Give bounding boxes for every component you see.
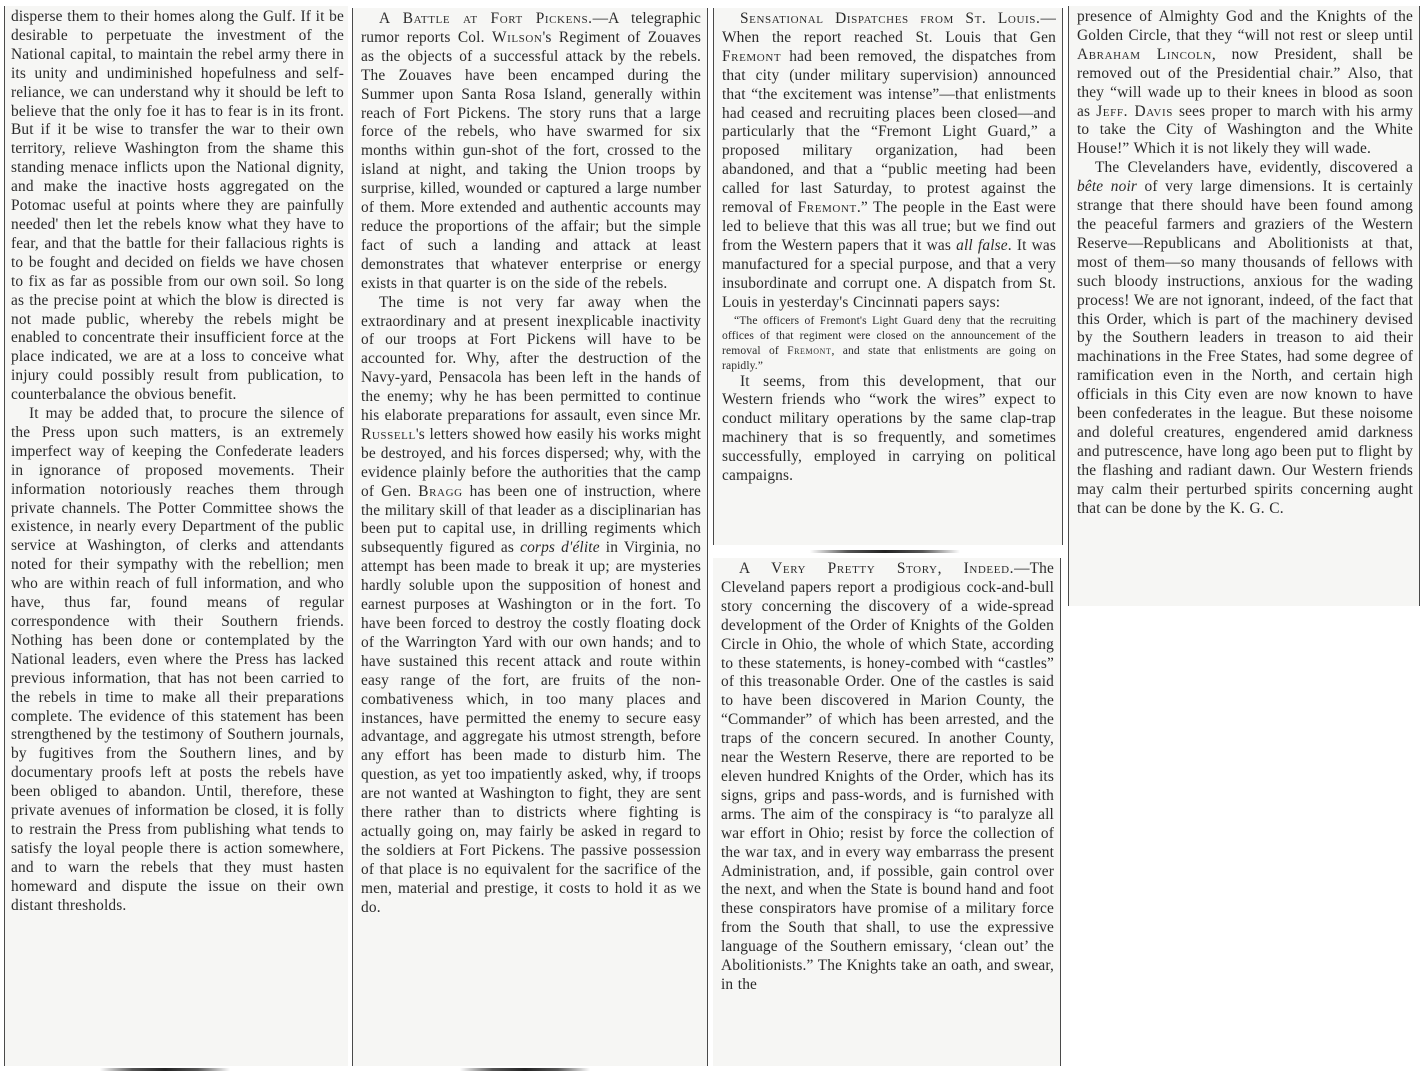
article-paragraph: It seems, from this development, that our Western friends who “work the wires” expect to conduct military operations by the same clap-trap machinery that is so frequently, and sometimes successfully, employed in carrying on political campaigns. xyxy=(722,372,1056,485)
column-2-fort-pickens-article xyxy=(352,8,708,1066)
article-paragraph: The Clevelanders have, evidently, discovered a bête noir of very large dimensions. It is certainly strange that there should have been found among the peaceful farmers and graziers of the Western Reserve—Republicans and Abolitionists at that, most of them—so many thousands of fellows with such bloody instructions, anxious for the wading process! We are not ignorant, indeed, of the fact that this Order, which is part of the machinery devised by the Southern leaders in treason to aid their machinations in the Free States, had some degree of ramification even in the North, and certain high officials in this City even are now known to have been confederates in the league. But these noisome and doleful creatures, engendered amid darkness and putrescence, have long ago been put to flight by the flashing and radiant dawn. Our Western friends may calm their perturbed spirits concerning aught that can be done by the K. G. C. xyxy=(1077,159,1413,517)
article-headline: Sensational Dispatches from St. Louis. xyxy=(740,10,1041,27)
article-paragraph: The time is not very far away when the extraordinary and at present inexplicable inactivity of our troops at Fort Pickens will have to be accounted for. Why, after the destruction of the Navy-yard, Pensacola has been left in the hands of the enemy; why he has been permitted to continue his elaborate preparations for assault, even since Mr. Russell's letters showed how easily his works might be destroyed, and his forces dispersed; why, with the evidence plainly before the authorities that the camp of Gen. Bragg has been one of instruction, where the military skill of that leader as a disciplinarian has been put to capital use, in drilling regiments which subsequently figured as corps d'élite in Virginia, no attempt has been made to break it up; are mysteries hardly soluble upon the supposition of honest and earnest purposes at Washington or in the fort. To have been forced to destroy the costly floating dock of the Warrington Yard with our own hands; and to have sustained this recent attack and route within easy range of the fort, are fruits of the non-combativeness which, in too many places and instances, have permitted the enemy to secure easy advantage, and aggregate his utmost strength, before any effort has been made to disturb him. The question, as yet too impatiently asked, why, if troops are not wanted at Washington to fight, they are sent there rather than to districts where fighting is actually going on, may fairly be asked in regard to the soldiers at Fort Pickens. The passive possession of that place is no equivalent for the sacrifice of the men, material and prestige, it costs to hold it as we do. xyxy=(361,293,701,916)
block-quote: “The officers of Fremont's Light Guard deny that the recruiting offices of that regiment were closed on the announcement of the removal of Fremont, and state that enlistments are going on rapidly.” xyxy=(722,313,1056,372)
column-1-editorial xyxy=(4,6,348,1066)
article-separator-rule xyxy=(810,550,960,553)
article-paragraph: presence of Almighty God and the Knights of the Golden Circle, that they “will not rest or sleep until Abraham Lincoln, now President, shall be removed out of the Presidential chair.” Also, that they “will wade up to their knees in blood as soon as Jeff. Davis sees proper to march with his army to take the City of Washington and the White House!” Which it is not likely they will wade. xyxy=(1077,8,1413,158)
paragraph: disperse them to their homes along the Gulf. If it be desirable to perpetuate the investment of the National capital, to maintain the rebel army there in its unity and undiminished hopefulness and self-reliance, we can understand why it should be left to believe that the only foe it has to fear is in its front. But if it be wise to transfer the war to their own territory, relieve Washington from the shame this standing menace inflicts upon the National dignity, and make the inactive hosts aggregated on the Potomac useful at points where they are painfully needed' then let the rebels know what they have to fear, and that the battle for their fallacious rights is to be fought and decided on fields we have chosen to fix as far as possible from our own soil. So long as the precise point at which the blow is directed is not made public, whereby the rebels might be enabled to concentrate their insufficient force at the place indicated, we are at a loss to conceive what injury could possibly result from publication, to counterbalance the obvious benefit. xyxy=(11,8,344,404)
column-4-knights-continued xyxy=(1068,6,1420,606)
article-paragraph: A Battle at Fort Pickens.—A telegraphic rumor reports Col. Wilson's Regiment of Zouaves as the objects of a successful attack by the rebels. The Zouaves have been encamped during the Summer upon Santa Rosa Island, generally within reach of Fort Pickens. The story runs that a large force of the rebels, who have swarmed for six months within gun-shot of the fort, crossed to the island at night, and taking the Union troops by surprise, killed, wounded or captured a large number of them. More extended and authentic accounts may reduce the proportions of the affair; but the simple fact of such a landing and attack at least demonstrates that whatever enterprise or energy exists in that quarter is on the side of the rebels. xyxy=(361,10,701,292)
column-end-rule xyxy=(100,1068,230,1071)
article-paragraph: A Very Pretty Story, Indeed.—The Cleveland papers report a prodigious cock-and-bull story concerning the discovery of a wide-spread development of the Order of Knights of the Golden Circle in Ohio, the whole of which State, according to these statements, is honey-combed with “castles” of this treasonable Order. One of the castles is said to have been discovered in Marion County, the “Commander” of which has been arrested, and the traps of the concern secured. In another County, near the Western Reserve, there are reported to be eleven hundred Knights of the Order, which has its signs, grips and pass-words, and is furnished with arms. The aim of the conspiracy is “to paralyze all war effort in Ohio; resist by force the collection of the war tax, and in every way embarrass the present Administration, and, if possible, gain control over the next, and when the State is bound hand and foot these conspirators have promise of a military force from the South that shall, to use the expressive language of the Southern emissary, ‘clean out’ the Abolitionists.” The Knights take an oath, and swear, in the xyxy=(721,560,1054,993)
article-headline: A Battle at Fort Pickens. xyxy=(379,10,593,27)
column-end-rule xyxy=(460,1068,590,1071)
paragraph: It may be added that, to procure the silence of the Press upon such matters, is an extremely imperfect way of keeping the Confederate leaders in ignorance of proposed movements. Their information notoriously reaches them through private channels. The Potter Committee shows the existence, in nearly every Department of the public service at Washington, of clerks and attendants noted for their sympathy with the rebellion; men who are within reach of full information, and who have, thus far, found means of regular correspondence with their Southern friends. Nothing has been done or contemplated by the National leaders, even where the Press has lacked previous information, that has not been carried to the rebels in time to make all their preparations complete. The evidence of this statement has been strengthened by the testimony of Southern journals, by fugitives from the Southern lines, and by documentary proofs left at posts the rebels have been obliged to abandon. Until, therefore, these private avenues of information be closed, it is folly to restrain the Press from publishing what tends to satisfy the loyal people there is action somewhere, and to warn the rebels that they must hasten homeward and dispute the issue on their own distant thresholds. xyxy=(11,405,344,914)
column-3-knights-article xyxy=(713,558,1061,1066)
article-paragraph: Sensational Dispatches from St. Louis.—When the report reached St. Louis that Gen Fremont had been removed, the dispatches from that city (under military supervision) announced that “the excitement was intense”—that enlistments had ceased and recruiting places been closed—and particularly that the “Fremont Light Guard,” a proposed military organization, had been abandoned, and that a “public meeting had been called for last Saturday, to protest against the removal of Fremont.” The people in the East were led to believe that this was all true; but we find out from the Western papers that it was all false. It was manufactured for a special purpose, and that a very insubordinate and corrupt one. A dispatch from St. Louis in yesterday's Cincinnati papers says: xyxy=(722,10,1056,311)
column-3-st-louis-article xyxy=(713,8,1063,545)
article-headline: A Very Pretty Story, Indeed. xyxy=(739,560,1015,577)
